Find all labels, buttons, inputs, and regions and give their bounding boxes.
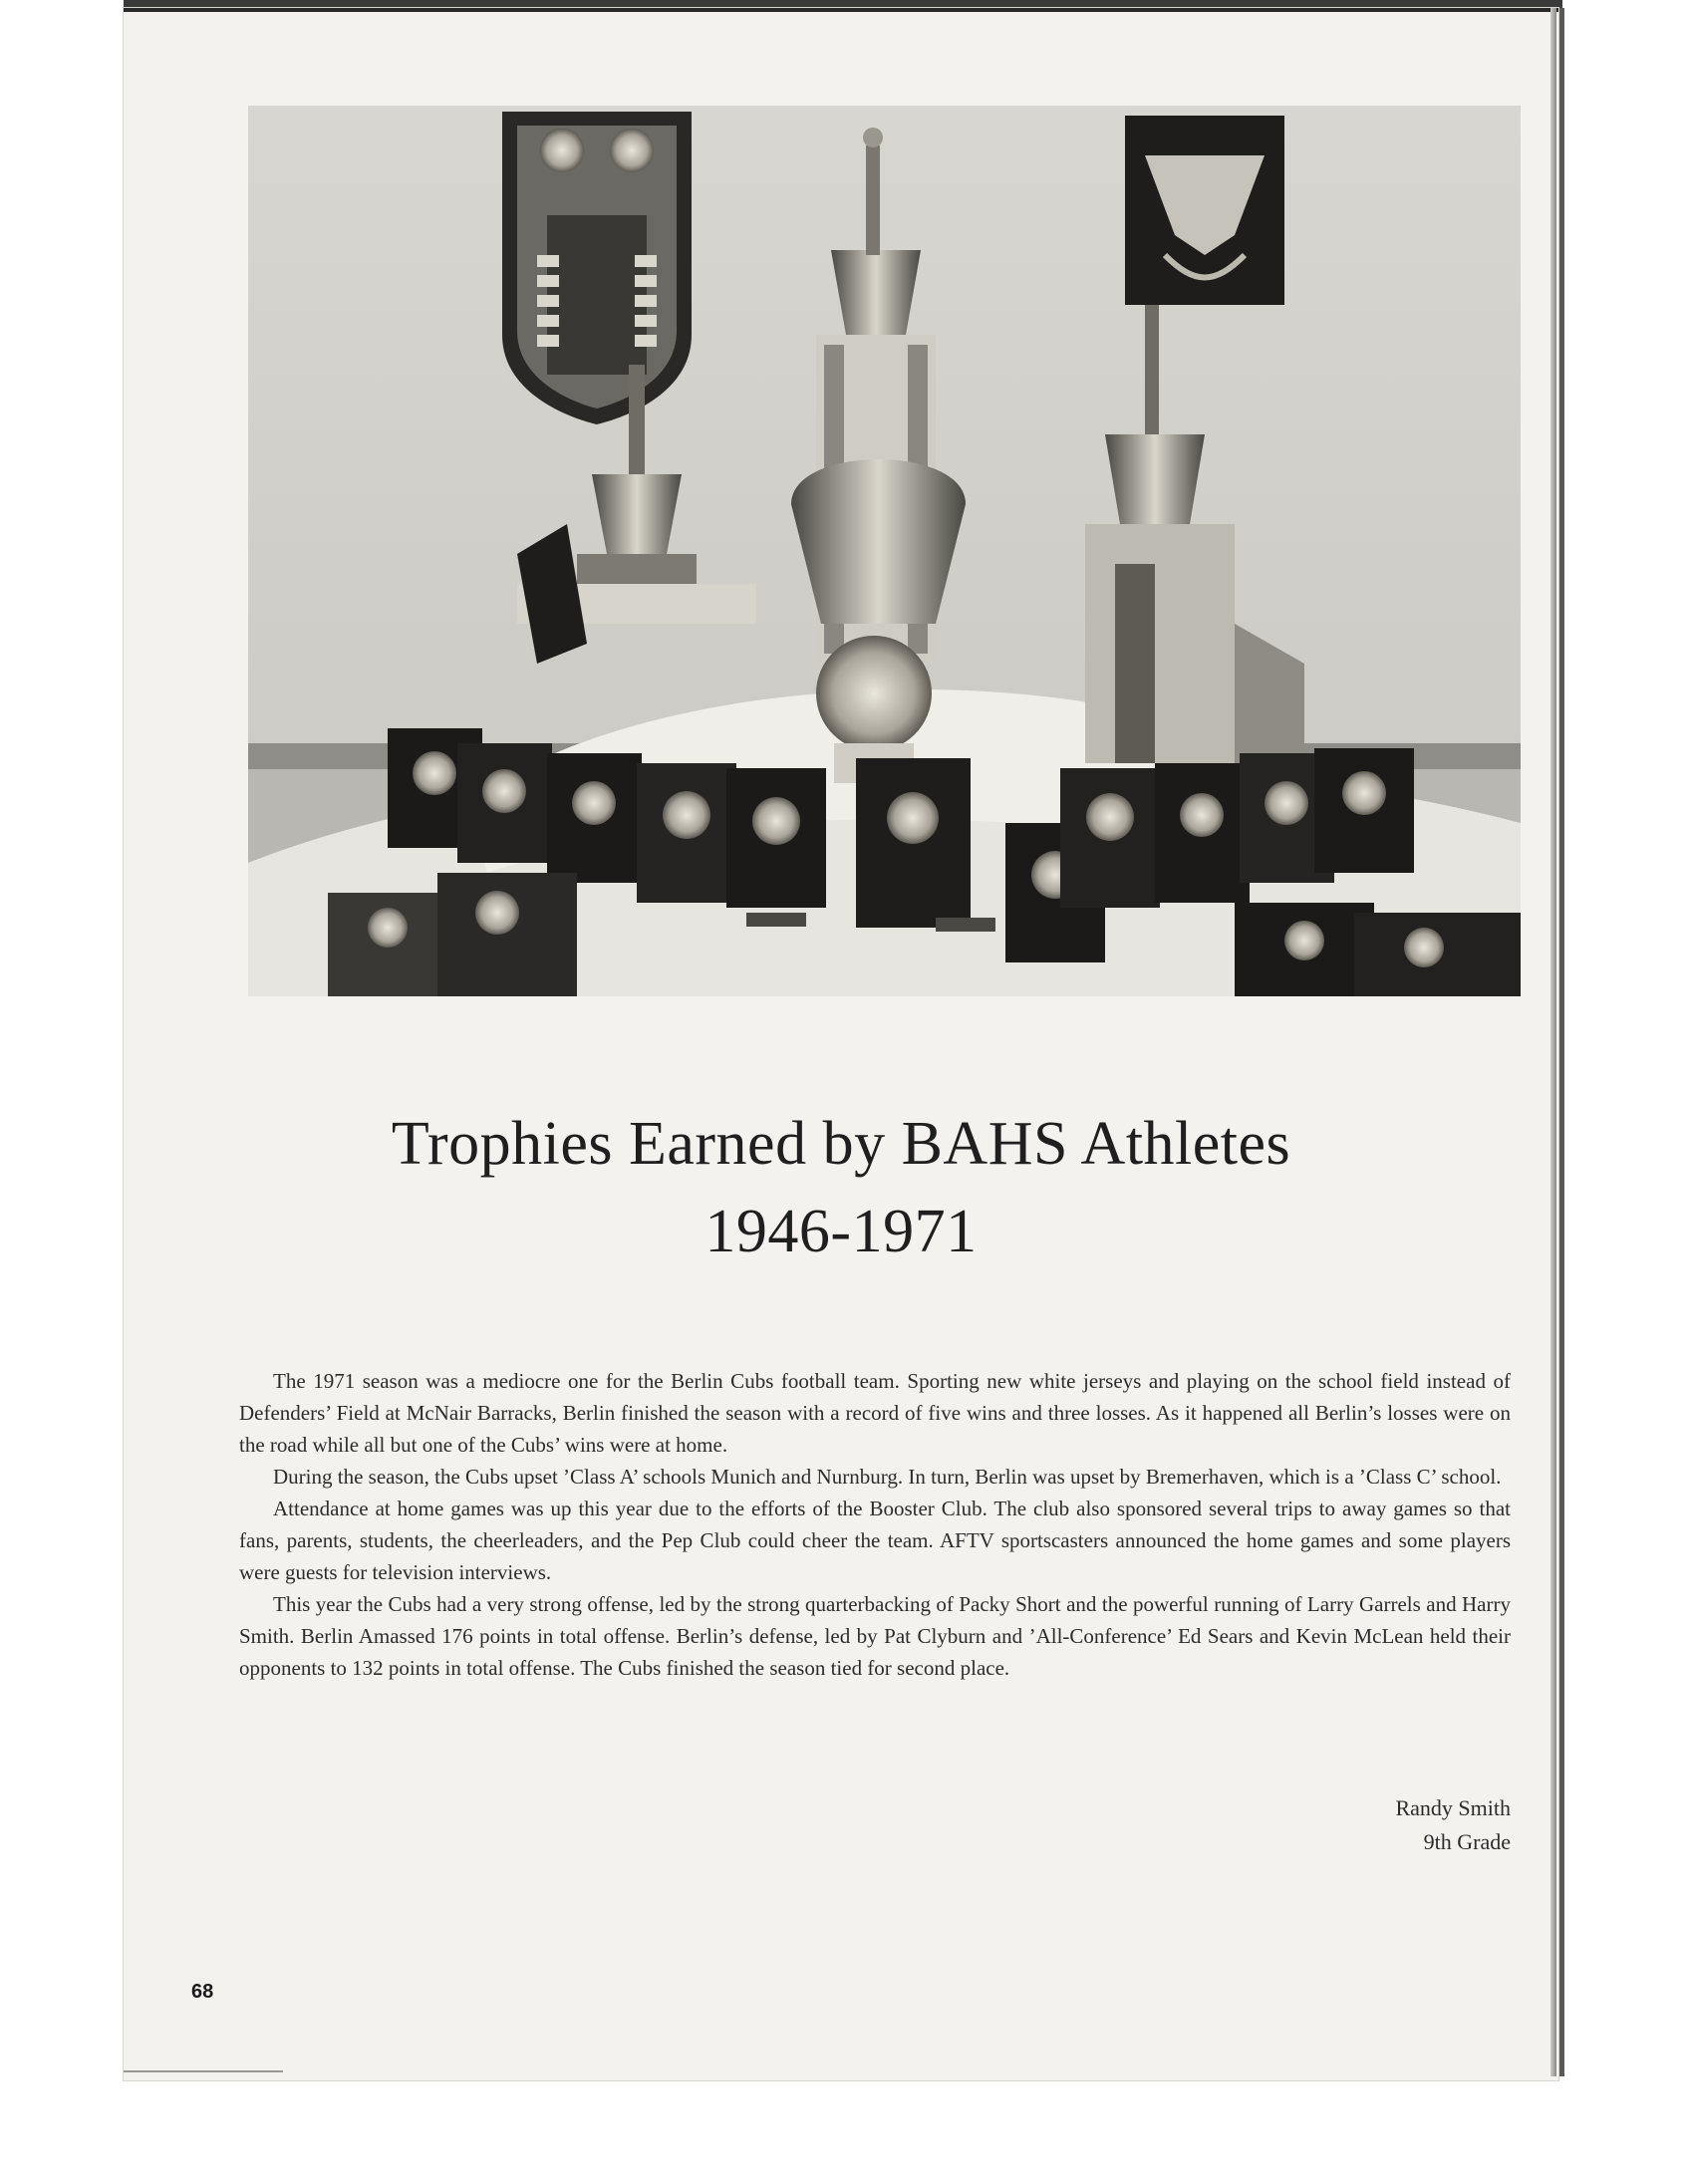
article-paragraph: During the season, the Cubs upset ’Class A’ schools Munich and Nurnburg. In turn, Berlin was upset by Bremerhaven, which is a ’Class C’ school. [273,1465,1502,1489]
byline-author: Randy Smith [1395,1795,1511,1820]
title-line-2: 1946-1971 [704,1198,978,1265]
byline [1395,1791,1511,1859]
article-body [239,1365,1511,1684]
article-paragraph: The 1971 season was a mediocre one for the Berlin Cubs football team. Sporting new white jerseys and playing on the school field instead of Defenders’ Field at McNair Barracks, Berlin finished the season with a record of five wins and three losses. As it happened all Berlin’s losses were on the road while all but one of the Cubs’ wins were at home. [239,1369,1511,1457]
title-line-1: Trophies Earned by BAHS Athletes [391,1110,1291,1178]
byline-grade: 9th Grade [1423,1829,1511,1854]
page-title [124,1100,1558,1275]
trophy-display-photo [248,106,1521,996]
page-number: 68 [191,1981,214,2003]
page-edge-shadow [1550,8,1556,2076]
bottom-rule [124,2070,283,2072]
article-paragraph: This year the Cubs had a very strong offense, led by the strong quarterbacking of Packy Short and the powerful running of Larry Garrels and Harry Smith. Berlin Amassed 176 points in total offense. Berlin’s defense, led by Pat Clyburn and ’All-Conference’ Ed Sears and Kevin McLean held their opponents to 132 points in total offense. The Cubs finished the season tied for second place. [239,1592,1511,1680]
article-paragraph: Attendance at home games was up this year due to the efforts of the Booster Club. The club also sponsored several trips to away games so that fans, parents, students, the cheerleaders, and the Pep Club could cheer the team. AFTV sportscasters announced the home games and some players were guests for television interviews. [239,1497,1511,1584]
